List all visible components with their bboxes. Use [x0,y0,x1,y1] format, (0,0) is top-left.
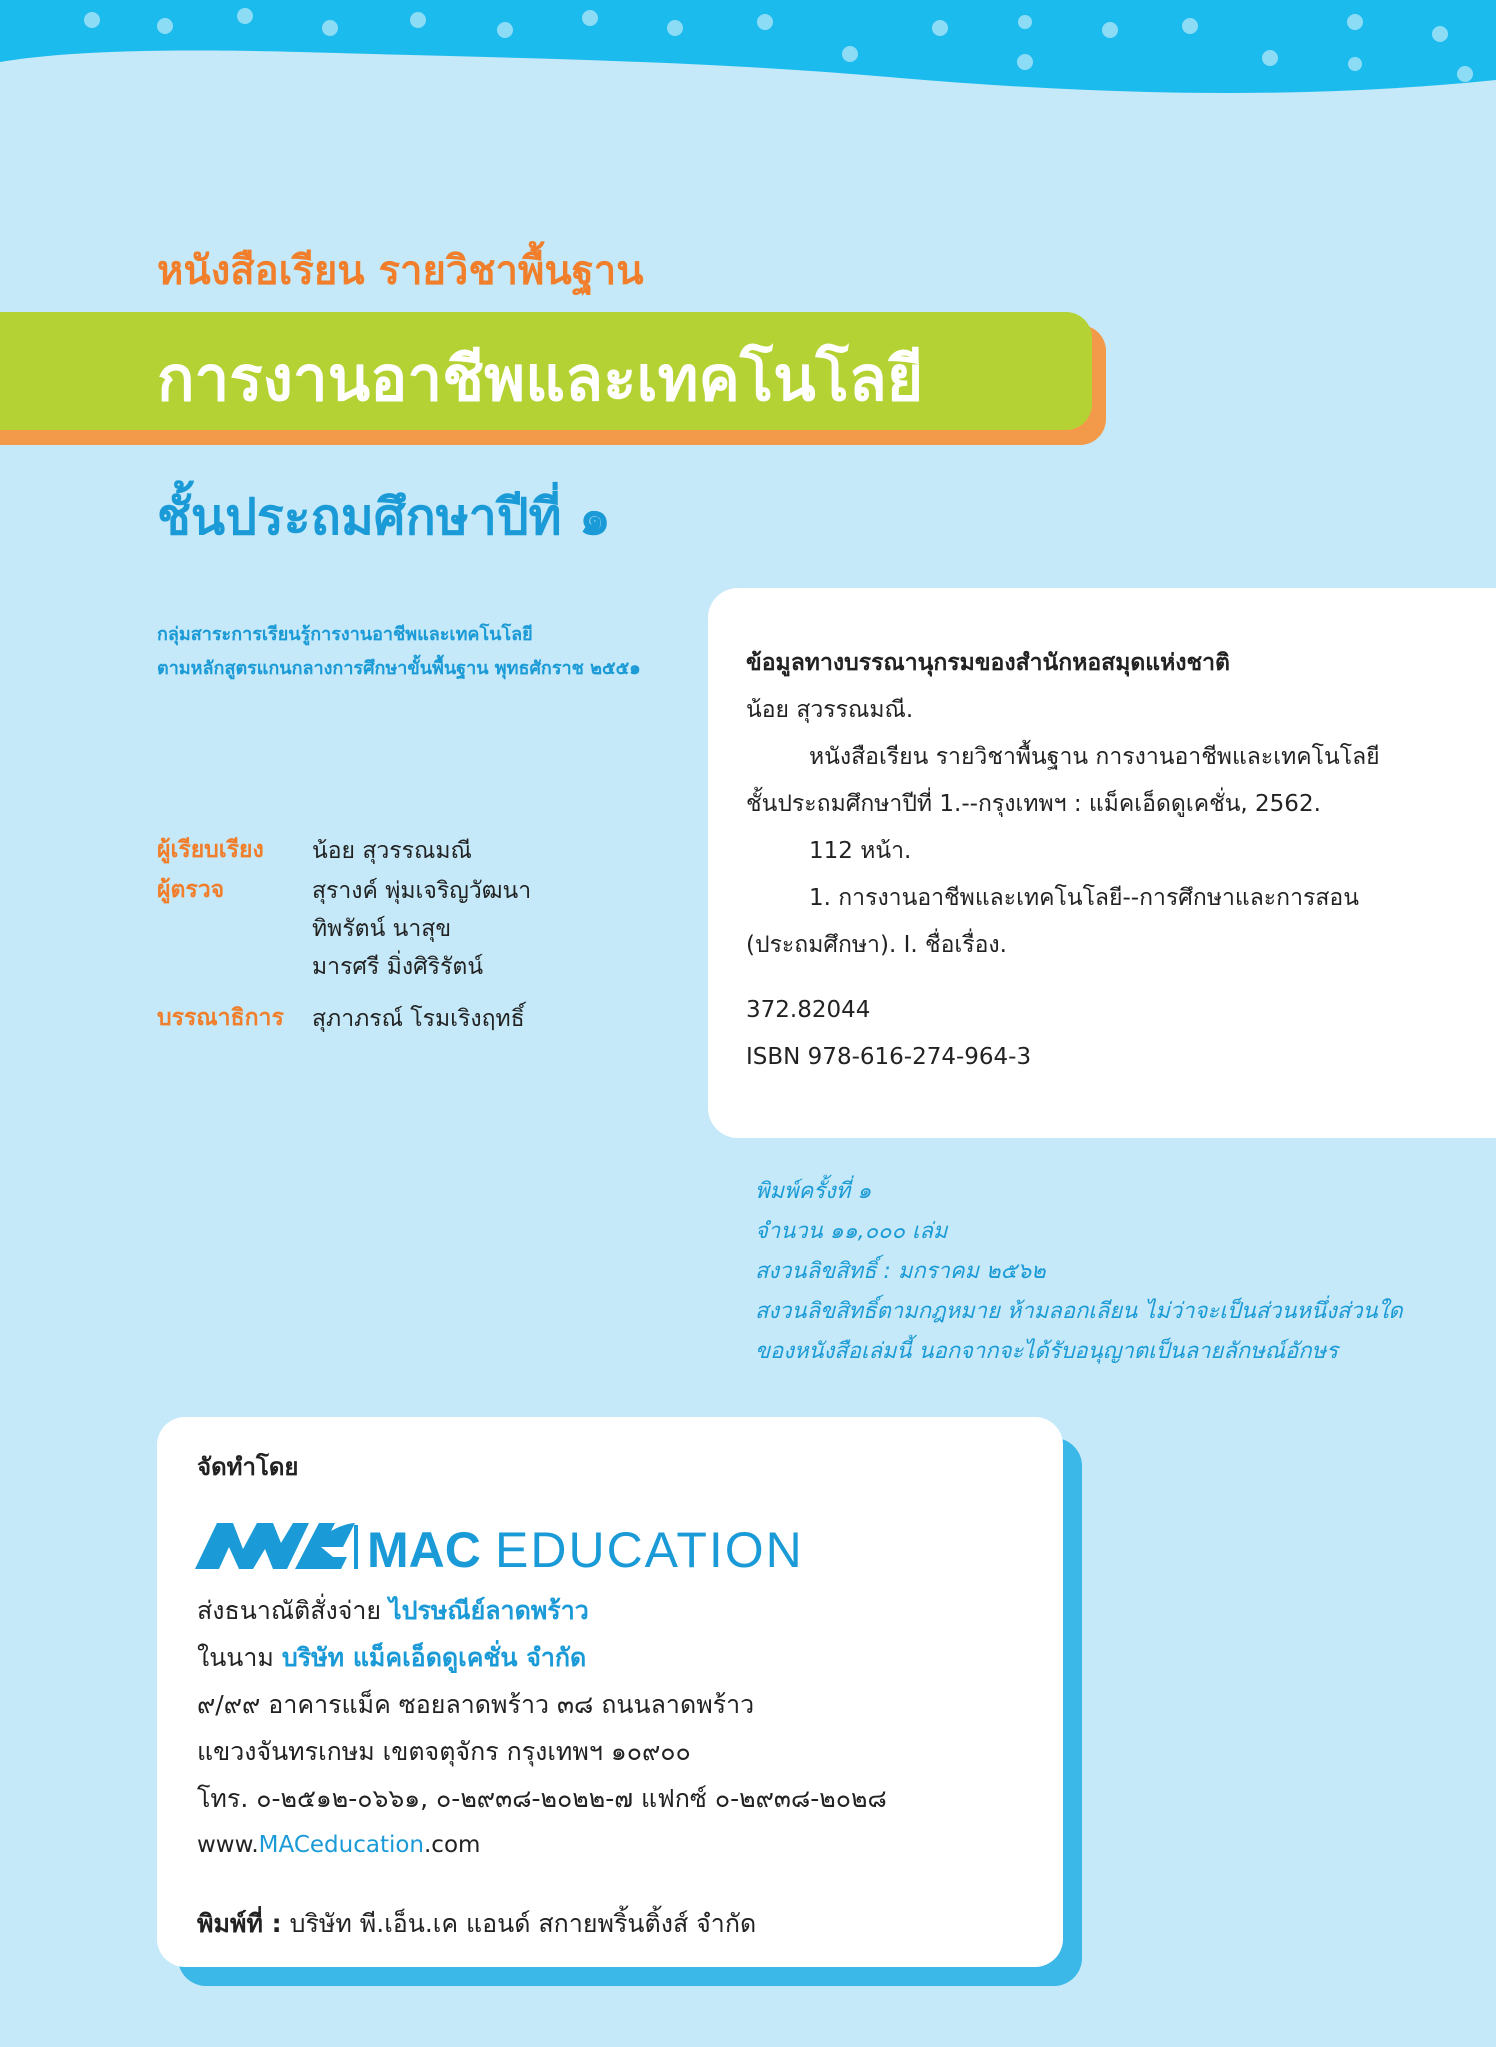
address-line: แขวงจันทรเกษม เขตจตุจักร กรุงเทพฯ ๑๐๙๐๐ [197,1737,691,1766]
publisher-heading: จัดทำโดย [197,1453,299,1481]
catalog-box [708,588,1496,1138]
credit-label: บรรณาธิการ [157,1005,284,1031]
catalog-author: น้อย สุวรรณมณี. [746,697,914,723]
payment-line [197,1587,887,1634]
catalog-classification: 372.82044 [746,997,871,1023]
credit-value: สุภาภรณ์ โรมเริงฤทธิ์ [312,1006,525,1032]
company-line [197,1634,887,1681]
phone-line: โทร. ๐-๒๕๑๒-๐๖๖๑, ๐-๒๙๓๘-๒๐๒๒-๗ แฟกซ์ ๐-๒๙๓๘-๒๐๒๘ [197,1784,887,1813]
credit-label: ผู้เรียบเรียง [157,837,264,863]
web-suffix: .com [424,1832,481,1858]
credit-value-list [312,872,531,986]
print-copies: จำนวน ๑๑,๐๐๐ เล่ม [755,1219,948,1244]
top-wave-decoration [0,0,1496,110]
catalog-subject-line: 1. การงานอาชีพและเทคโนโลยี--การศึกษาและการสอน [809,885,1359,911]
web-highlight: MACeducation [258,1832,424,1858]
web-prefix: www. [197,1832,259,1858]
catalog-title-line: หนังสือเรียน รายวิชาพื้นฐาน การงานอาชีพและเทคโนโลยี [809,744,1380,770]
book-title: การงานอาชีพและเทคโนโลยี [157,342,924,415]
printer-label: พิมพ์ที่ : [197,1909,282,1938]
reviewer-name: สุรางค์ พุ่มเจริญวัฒนา [312,878,532,904]
grade-level: ชั้นประถมศึกษาปีที่ ๑ [157,488,611,546]
website-link[interactable] [197,1822,887,1869]
logo-text-bold: MAC [367,1522,481,1578]
print-edition: พิมพ์ครั้งที่ ๑ [755,1179,872,1204]
catalog-subject-line: (ประถมศึกษา). I. ชื่อเรื่อง. [746,932,1007,958]
catalog-content [746,640,1486,1081]
logo-text-light: EDUCATION [495,1522,804,1578]
address-line: ๙/๙๙ อาคารแม็ค ซอยลาดพร้าว ๓๘ ถนนลาดพร้าว [197,1690,755,1719]
catalog-title-line: ชั้นประถมศึกษาปีที่ 1.--กรุงเทพฯ : แม็คเอ็ดดูเคชั่น, 2562. [746,791,1321,817]
reviewer-name: มารศรี มิ่งศิริรัตน์ [312,954,484,980]
learning-group-line: กลุ่มสาระการเรียนรู้การงานอาชีพและเทคโนโลยี [157,624,533,645]
publisher-details [197,1587,887,1869]
learning-group [157,618,641,686]
credit-label: ผู้ตรวจ [157,877,225,903]
company-prefix: ในนาม [197,1643,274,1672]
book-subtitle: หนังสือเรียน รายวิชาพื้นฐาน [157,248,644,294]
copyright-notice: ของหนังสือเล่มนี้ นอกจากจะได้รับอนุญาตเป็นลายลักษณ์อักษร [755,1339,1338,1364]
print-info [755,1172,1403,1372]
company-name: บริษัท แม็คเอ็ดดูเคชั่น จำกัด [281,1643,587,1672]
learning-group-line: ตามหลักสูตรแกนกลางการศึกษาขั้นพื้นฐาน พุทธศักราช ๒๕๕๑ [157,658,641,679]
copyright-notice: สงวนลิขสิทธิ์ตามกฎหมาย ห้ามลอกเลียน ไม่ว่าจะเป็นส่วนหนึ่งส่วนใด [755,1299,1403,1324]
catalog-pages: 112 หน้า. [809,838,912,864]
maceducation-logo [195,1509,815,1579]
print-copyright: สงวนลิขสิทธิ์ : มกราคม ๒๕๖๒ [755,1259,1046,1284]
printer-name: บริษัท พี.เอ็น.เค แอนด์ สกายพริ้นติ้งส์ จำกัด [289,1909,757,1938]
payment-prefix: ส่งธนาณัติสั่งจ่าย [197,1596,382,1625]
catalog-isbn: ISBN 978-616-274-964-3 [746,1044,1032,1070]
publisher-box [157,1417,1063,1967]
reviewer-name: ทิพรัตน์ นาสุข [312,916,452,942]
payment-office: ไปรษณีย์ลาดพร้าว [389,1596,589,1625]
catalog-heading: ข้อมูลทางบรรณานุกรมของสำนักหอสมุดแห่งชาติ [746,650,1230,676]
credit-value: น้อย สุวรรณมณี [312,838,472,864]
printer-line [197,1904,756,1944]
